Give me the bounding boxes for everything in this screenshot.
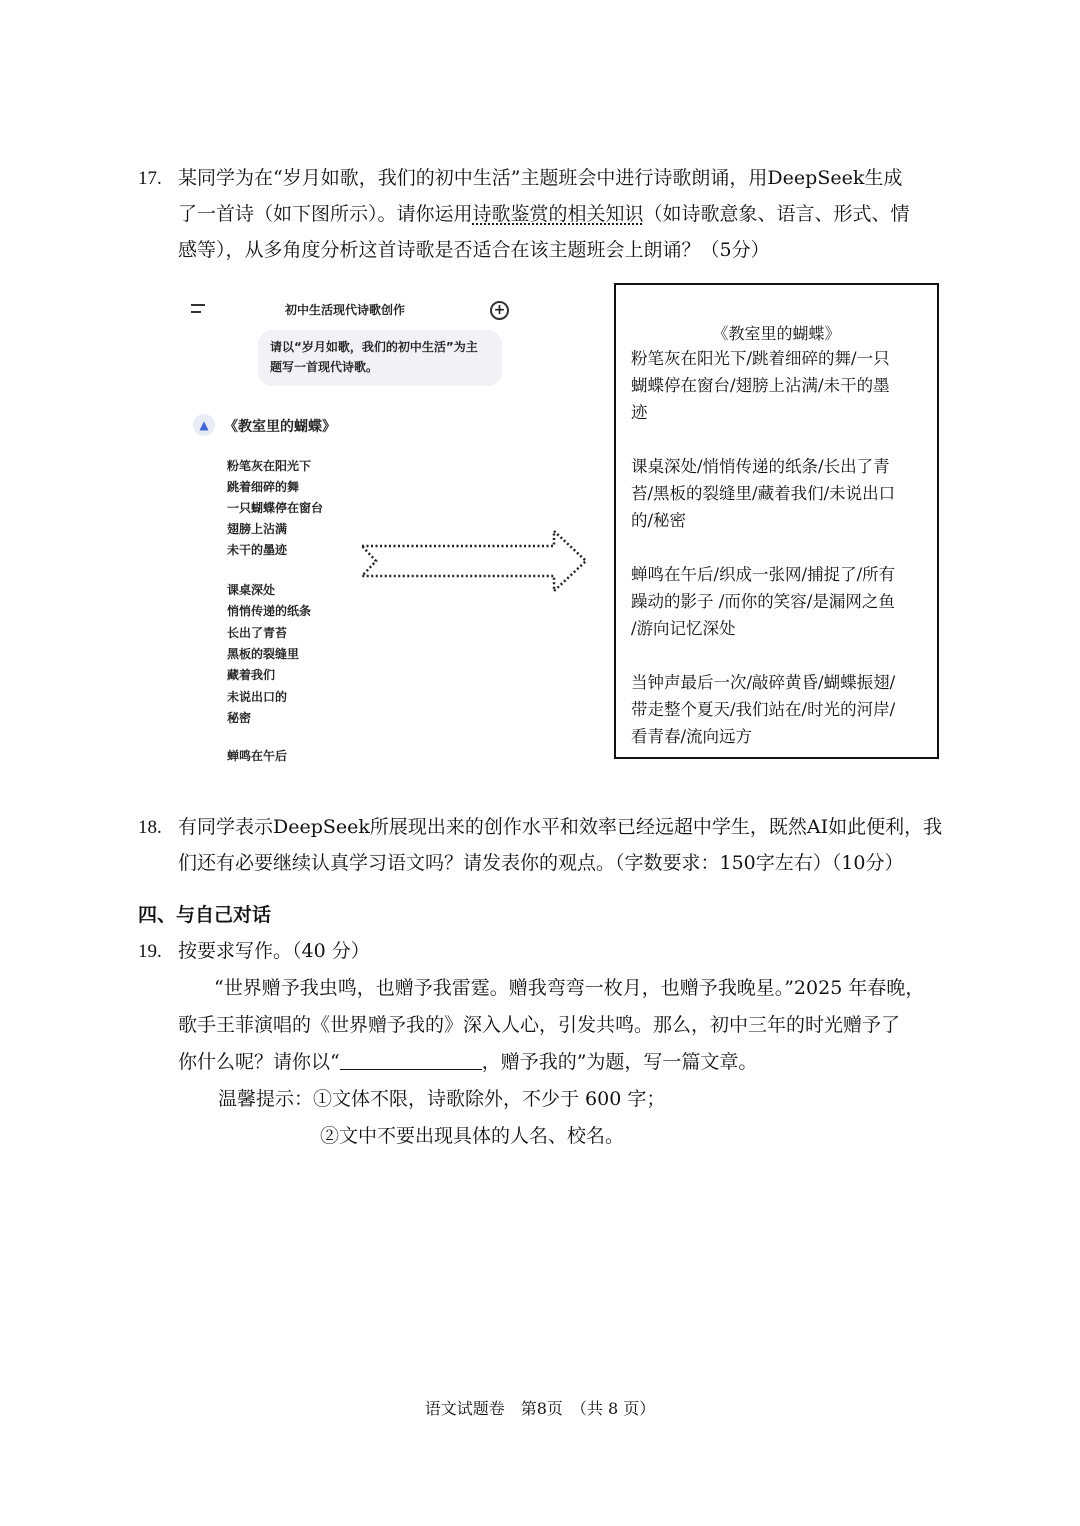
plus-circle-icon: + (490, 301, 509, 320)
q19-instruction: 按要求写作。（40 分） (178, 940, 370, 962)
phone-poem-line-cut: 蝉鸣在午后 (227, 749, 288, 763)
q17-number: 17. (138, 168, 162, 189)
q17-line-2: 了一首诗（如下图所示）。请你运用诗歌鉴赏的相关知识（如诗歌意象、语言、形式、情 (178, 203, 910, 225)
box-line: 课桌深处/悄悄传递的纸条/长出了青 (631, 457, 890, 476)
box-line: 迹 (631, 403, 648, 422)
phone-poem-line: 藏着我们 (227, 668, 276, 682)
phone-poem-line: 课桌深处 (227, 583, 276, 597)
box-line: 苔/黑板的裂缝里/藏着我们/未说出口 (631, 484, 896, 503)
poem-box (614, 283, 939, 759)
chat-title: 初中生活现代诗歌创作 (285, 303, 406, 317)
box-line: 当钟声最后一次/敲碎黄昏/蝴蝶振翅/ (631, 673, 896, 692)
q19-para-line-1: “世界赠予我虫鸣，也赠予我雷霆。赠我弯弯一枚月，也赠予我晚星。”2025 年春晚， (214, 977, 925, 999)
box-line: 蝴蝶停在窗台/翅膀上沾满/未干的墨 (631, 376, 890, 395)
box-poem-title: 《教室里的蝴蝶》 (712, 324, 841, 343)
phone-poem-line: 跳着细碎的舞 (227, 480, 300, 494)
q19-tip-1: 温馨提示：①文体不限，诗歌除外，不少于 600 字； (218, 1088, 666, 1110)
phone-poem-line: 翅膀上沾满 (227, 522, 288, 536)
deepseek-whale-icon: ▲ (193, 414, 215, 436)
title-blank (340, 1051, 482, 1070)
menu-icon (191, 304, 205, 318)
box-line: 蝉鸣在午后/织成一张网/捕捉了/所有 (631, 565, 896, 584)
q19-number: 19. (138, 941, 162, 962)
box-line: 躁动的影子 /而你的笑容/是漏网之鱼 (631, 592, 895, 611)
q18-number: 18. (138, 817, 162, 838)
box-line: 粉笔灰在阳光下/跳着细碎的舞/一只 (631, 349, 890, 368)
page-footer: 语文试题卷 第8页 （共 8 页） (424, 1399, 656, 1418)
box-line: 的/秘密 (631, 511, 687, 530)
q17-line-1: 某同学为在“岁月如歌，我们的初中生活”主题班会中进行诗歌朗诵，用DeepSeek生成 (178, 167, 903, 189)
q17-emphasis: 诗歌鉴赏的相关知识 (472, 203, 644, 225)
phone-screenshot (180, 292, 515, 763)
prompt-bubble (258, 330, 502, 386)
phone-poem-line: 秘密 (227, 711, 252, 725)
q19-para-line-2: 歌手王菲演唱的《世界赠予我的》深入人心，引发共鸣。那么，初中三年的时光赠予了 (178, 1014, 901, 1036)
q19-tip-2: ②文中不要出现具体的人名、校名。 (320, 1125, 625, 1147)
q17-line-3: 感等），从多角度分析这首诗歌是否适合在该主题班会上朗诵？（5分） (178, 239, 770, 261)
prompt-line-1: 请以“岁月如歌，我们的初中生活”为主 (270, 340, 478, 354)
q18-line-1: 有同学表示DeepSeek所展现出来的创作水平和效率已经远超中学生，既然AI如此便利，我 (178, 816, 943, 838)
q19-para-line-3: 你什么呢？请你以“ ，赠予我的”为题，写一篇文章。 (178, 1051, 758, 1073)
prompt-line-2: 题写一首现代诗歌。 (270, 360, 379, 374)
phone-poem-line: 悄悄传递的纸条 (227, 604, 312, 618)
section-heading: 四、与自己对话 (138, 904, 272, 926)
phone-poem-line: 黑板的裂缝里 (227, 647, 300, 661)
phone-poem-title: 《教室里的蝴蝶》 (224, 419, 336, 435)
phone-poem-line: 未说出口的 (227, 690, 288, 704)
phone-poem-line: 长出了青苔 (227, 626, 288, 640)
phone-poem-line: 一只蝴蝶停在窗台 (227, 501, 324, 515)
box-line: 带走整个夏天/我们站在/时光的河岸/ (631, 700, 896, 719)
q18-line-2: 们还有必要继续认真学习语文吗？请发表你的观点。（字数要求：150字左右）（10分） (178, 852, 904, 874)
phone-poem-line: 未干的墨迹 (227, 543, 288, 557)
box-line: /游向记忆深处 (631, 619, 736, 638)
box-line: 看青春/流向远方 (631, 727, 753, 746)
phone-poem-line: 粉笔灰在阳光下 (227, 459, 312, 473)
right-arrow-icon (358, 528, 590, 594)
